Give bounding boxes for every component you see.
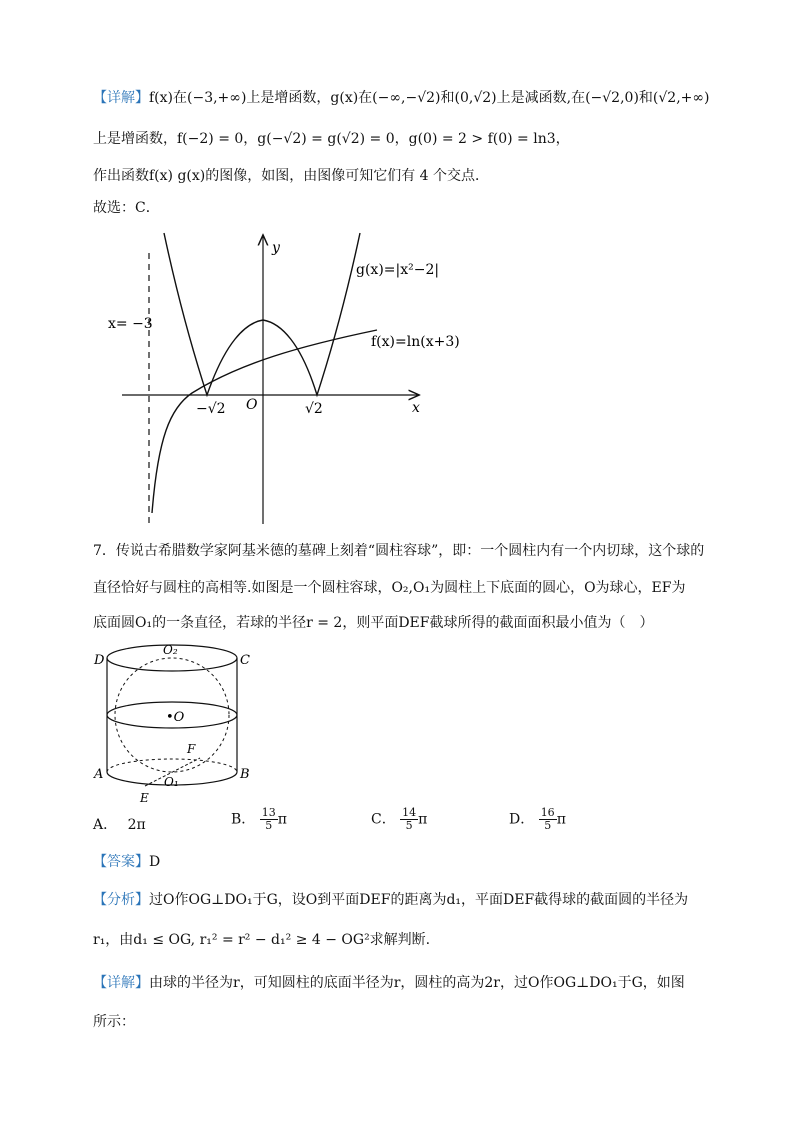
label-F: F [187,742,196,756]
option-d-label: D． [509,811,535,828]
label-O: •O [166,710,185,725]
option-a[interactable] [93,815,146,835]
f-curve [152,330,377,513]
detail2-tag: 【详解】 [93,975,149,991]
detail2-line2: 所示： [93,1014,135,1030]
answer-line [93,852,160,872]
option-b-label: B． [231,811,256,828]
option-a-value: 2π [127,817,146,833]
detail2-text-1: 由球的半径为r，可知圆柱的底面半径为r，圆柱的高为2r，过O作OG⊥DO₁于G，如图 [149,975,685,991]
detail-text-line1: f(x)在(−3,+∞)上是增函数，g(x)在(−∞,−√2)和(0,√2)上是减函数,在(−√2,0)和(√2,+∞) [149,90,710,106]
q7-line2: 直径恰好与圆柱的高相等.如图是一个圆柱容球，O₂,O₁为圆柱上下底面的圆心，O为球心，EF为 [93,580,686,596]
asymptote-label: x= −3 [108,316,153,332]
pos-root-label: √2 [305,401,323,417]
bottom-base-back [107,759,237,772]
y-axis-label: y [272,240,280,256]
neg-root-label: −√2 [196,401,226,417]
option-c[interactable] [371,807,427,832]
option-c-pi: π [418,811,428,828]
option-b-fraction: $\frac{13}{5}$ [261,806,276,832]
label-O1: O₁ [164,775,179,789]
detail-text-line3: 作出函数f(x) g(x)的图像，如图，由图像可知它们有 4 个交点． [93,168,490,184]
q7-line1: 7．传说古希腊数学家阿基米德的墓碑上刻着“圆柱容球”，即：一个圆柱内有一个内切球，这个球的 [93,543,705,559]
origin-label: O [246,397,258,413]
option-d-fraction: $\frac{16}{5}$ [540,806,555,832]
f-function-label: f(x)=ln(x+3) [371,334,460,350]
label-C: C [240,653,250,668]
analysis-line2: r₁，由d₁ ≤ OG, r₁² = r² − d₁² ≥ 4 − OG²求解判断. [93,932,431,948]
q7-line3: 底面圆O₁的一条直径，若球的半径r = 2，则平面DEF截球所得的截面面积最小值为（ ） [93,615,654,631]
function-graph [100,228,460,528]
detail-paragraph-1 [93,88,710,108]
answer-value: D [149,854,161,870]
detail-tag: 【详解】 [93,90,149,106]
detail2-line1 [93,973,685,993]
detail-text-line2: 上是增函数，f(−2) = 0，g(−√2) = g(√2) = 0，g(0) = 2 > f(0) = ln3， [93,131,570,147]
option-b[interactable] [231,807,287,832]
option-a-label: A． [93,817,118,833]
label-A: A [94,767,104,782]
label-O2: O₂ [163,643,178,657]
analysis-text-1: 过O作OG⊥DO₁于G，设O到平面DEF的距离为d₁，平面DEF截得球的截面圆的半径为 [149,892,689,908]
answer-tag: 【答案】 [93,854,149,870]
g-function-label: g(x)=|x²−2| [356,262,440,278]
g-curve [164,233,360,395]
analysis-line1 [93,890,688,910]
option-b-pi: π [277,811,287,828]
label-D: D [94,653,105,668]
label-B: B [240,767,250,782]
option-c-label: C． [371,811,396,828]
option-d-pi: π [556,811,566,828]
label-E: E [140,791,149,805]
cylinder-sphere-figure [90,640,250,810]
analysis-tag: 【分析】 [93,892,149,908]
option-d[interactable] [509,807,566,832]
x-axis-label: x [412,400,420,416]
choose-text: 故选：C． [93,200,160,216]
option-c-fraction: $\frac{14}{5}$ [402,806,417,832]
